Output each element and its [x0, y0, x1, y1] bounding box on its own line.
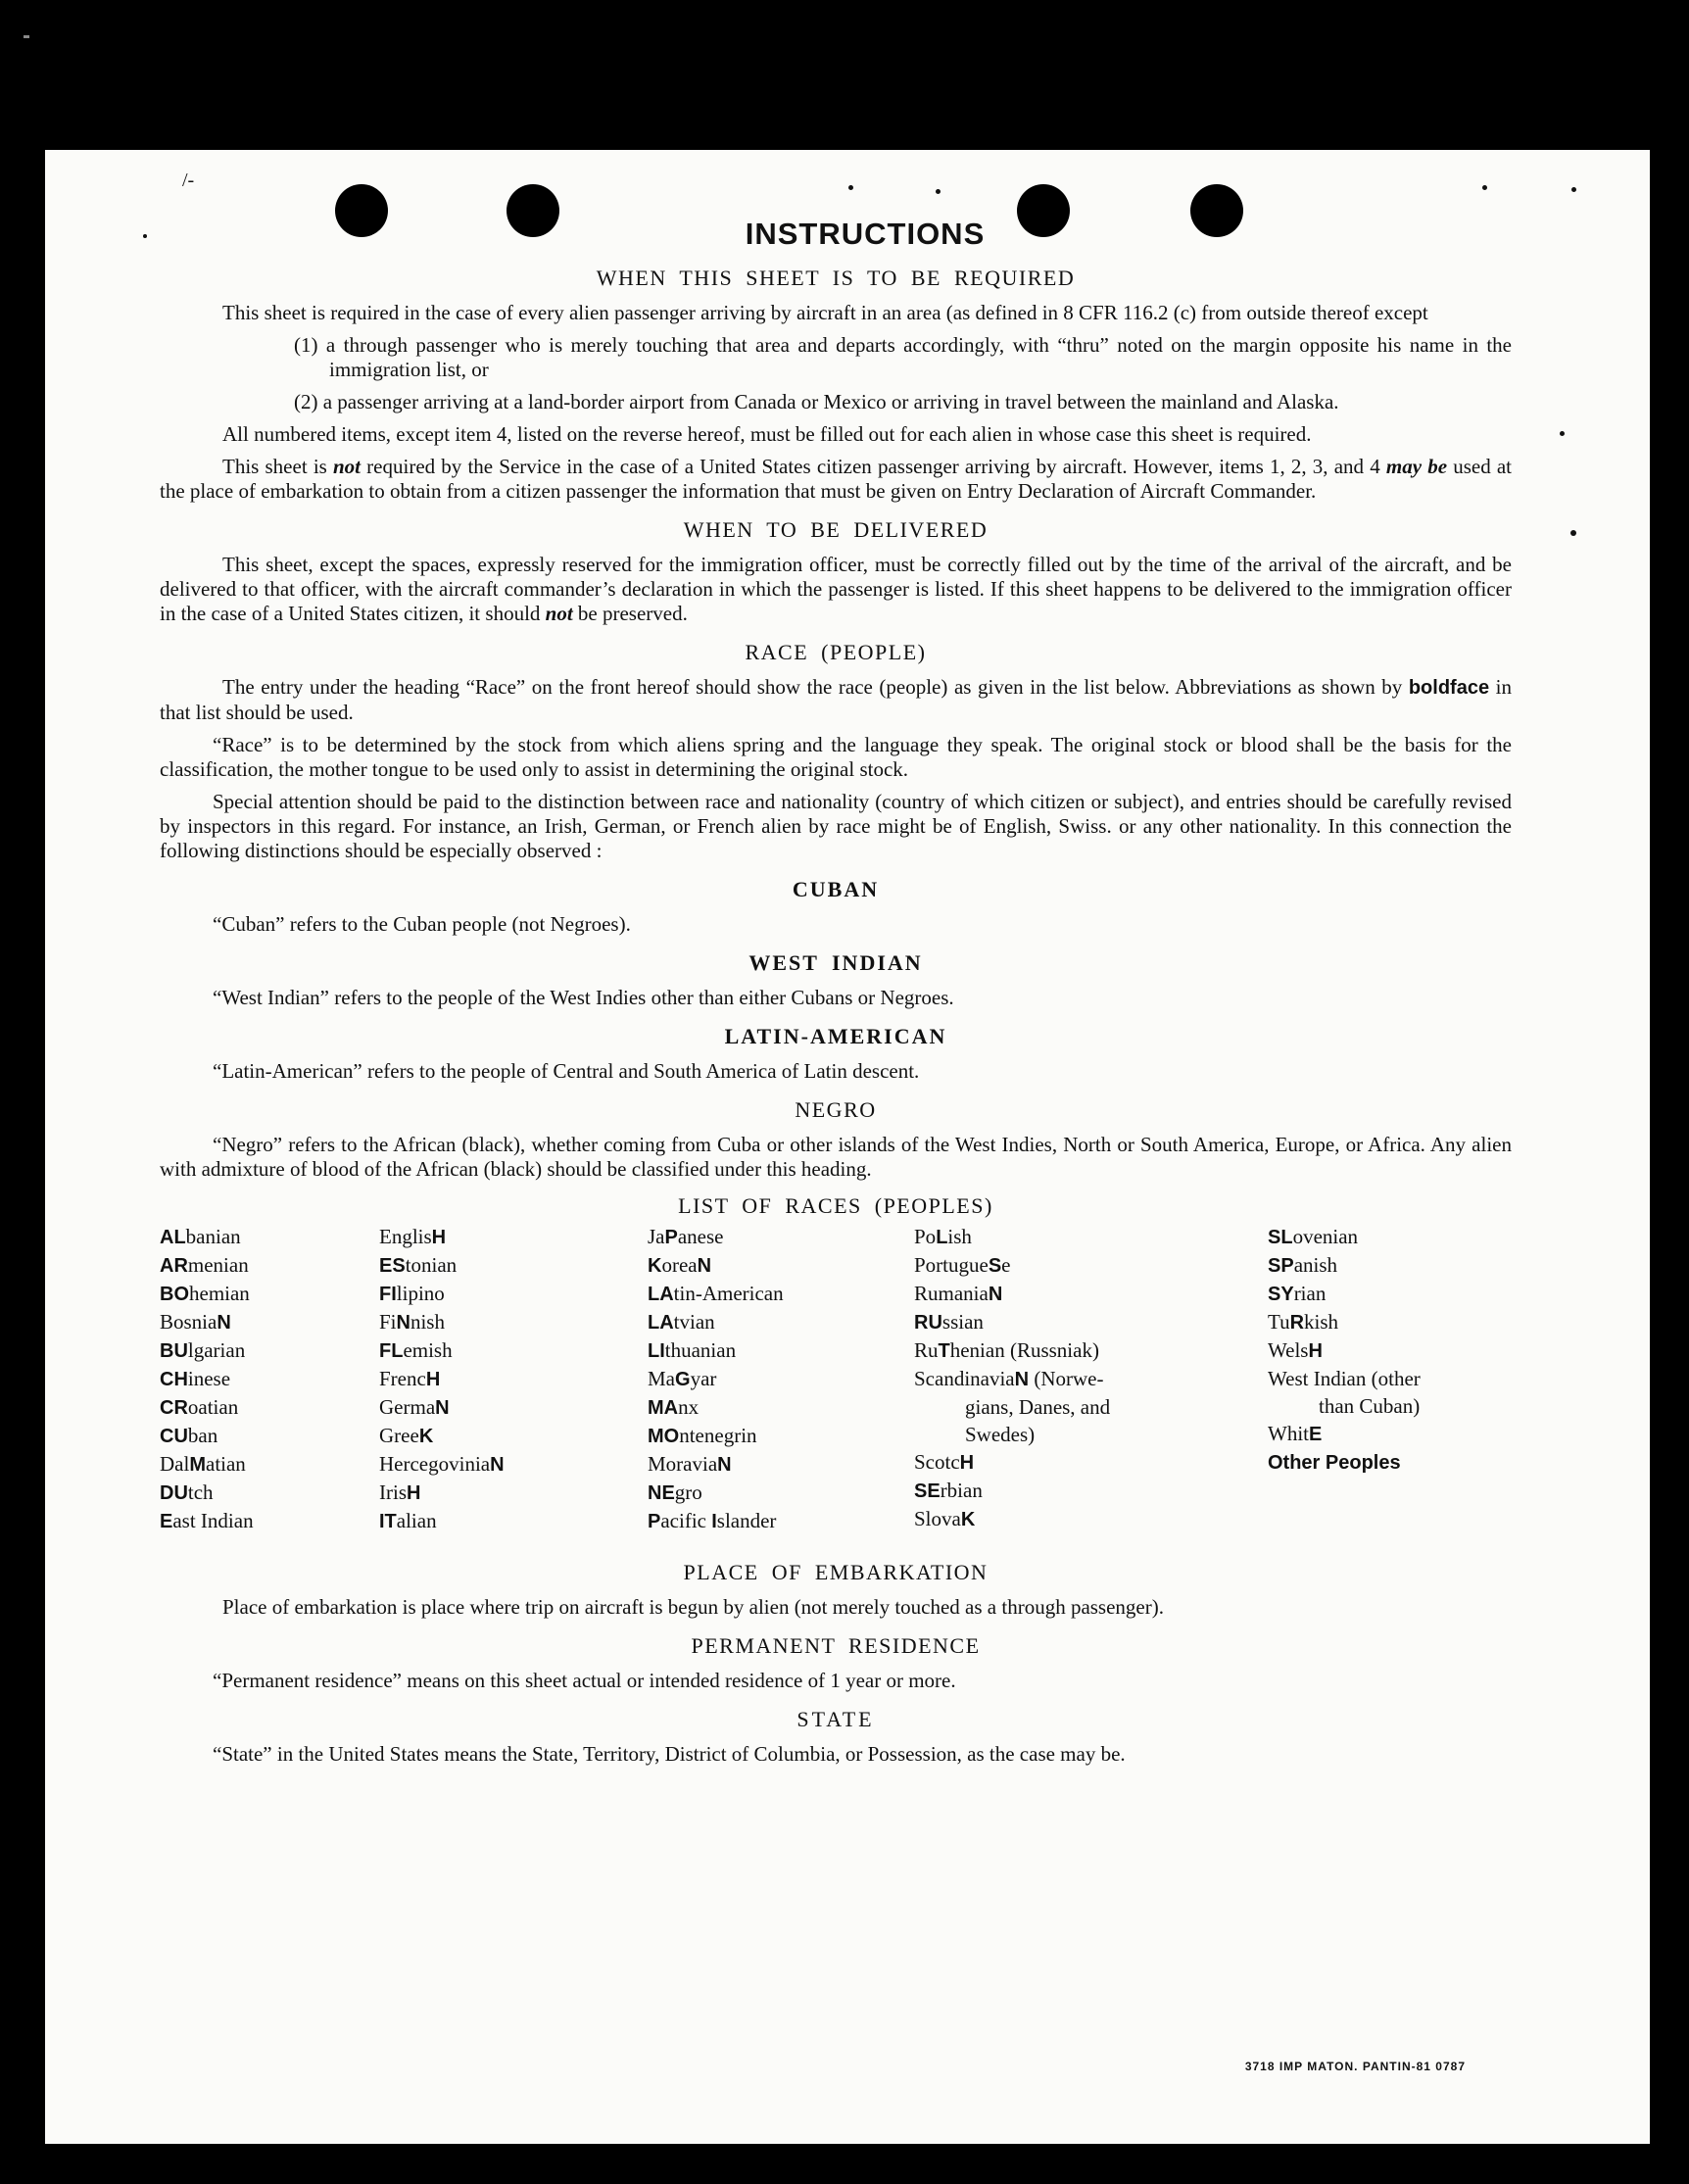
- section-heading: PLACE OF EMBARKATION: [683, 1560, 989, 1584]
- abbreviation: SY: [1268, 1284, 1294, 1305]
- abbreviation: N: [697, 1255, 712, 1277]
- race-entry: [648, 1507, 784, 1535]
- abbreviation: LA: [648, 1284, 674, 1305]
- race-entry: [914, 1365, 1110, 1393]
- text-run: Swedes): [965, 1423, 1036, 1446]
- race-entry: [160, 1223, 254, 1251]
- text-run: Dal: [160, 1452, 190, 1476]
- race-entry: [379, 1479, 505, 1507]
- text-run: The entry under the heading “Race” on the front hereof should show the race (people) as given in the list below. Abbreviations as shown by: [222, 675, 1409, 699]
- text-run: used at the place of embarkation to obtain from a citizen passenger the information that must be given on Entry Declaration of Aircraft Commander.: [160, 455, 1513, 503]
- text-run: anish: [1293, 1253, 1338, 1277]
- speck: [848, 185, 853, 190]
- text-run: slander: [716, 1509, 777, 1532]
- text-run: oatian: [187, 1395, 239, 1419]
- text-run: emish: [403, 1338, 453, 1362]
- text-run: be preserved.: [572, 602, 688, 625]
- race-entry: [648, 1365, 784, 1393]
- paragraph: Place of embarkation is place where trip on aircraft is begun by alien (not merely touched as a through passenger).: [222, 1595, 1164, 1619]
- section-heading: STATE: [796, 1707, 875, 1731]
- section-heading: WEST INDIAN: [748, 950, 923, 975]
- text-run: This sheet, except the spaces, expressly reserved for the immigration officer, must be correctly filled out by the time of the arrival of the aircraft, and be delivered to that officer, with the aircraft commander’s declaration in which the passenger is listed. If this sheet happens to be delivered to the immigration officer in the case of a United States citizen, it should: [160, 553, 1512, 625]
- race-entry: [1268, 1223, 1421, 1251]
- abbreviation: H: [431, 1227, 447, 1248]
- paragraph: Special attention should be paid to the distinction between race and nationality (country of which citizen or subject), and entries should be carefully revised by inspectors in this regard. For instance, an Irish, German, or French alien by race might be of English, Swiss. or any other nationality. In this connection the following distinctions should be especially observed :: [160, 790, 1512, 862]
- abbreviation: K: [648, 1255, 662, 1277]
- race-entry: [160, 1479, 254, 1507]
- text-run: orea: [661, 1253, 698, 1277]
- paragraph: This sheet is required in the case of every alien passenger arriving by aircraft in an area (as defined in 8 CFR 116.2 (c) from outside thereof except: [222, 301, 1428, 324]
- text-run: Ma: [648, 1367, 675, 1390]
- text-run: Whit: [1268, 1422, 1309, 1445]
- abbreviation: FI: [379, 1284, 397, 1305]
- race-entry: [914, 1448, 1110, 1477]
- race-entry: [160, 1507, 254, 1535]
- race-entry: [379, 1223, 505, 1251]
- text-run: alian: [396, 1509, 437, 1532]
- abbreviation: MO: [648, 1426, 680, 1447]
- text-run: Slova: [914, 1507, 961, 1530]
- paragraph: [160, 553, 1512, 626]
- text-run: Iris: [379, 1480, 407, 1504]
- text-run: lipino: [396, 1282, 445, 1305]
- section-heading: LIST OF RACES (PEOPLES): [678, 1193, 993, 1218]
- abbreviation: BU: [160, 1340, 188, 1362]
- text-run: hemian: [189, 1282, 250, 1305]
- section-heading: RACE (PEOPLE): [745, 640, 927, 664]
- race-entry: [648, 1336, 784, 1365]
- list-item: (1) a through passenger who is merely touching that area and departs accordingly, with “thru” noted on the margin opposite his name in the immigration list, or: [294, 333, 1512, 381]
- abbreviation: AL: [160, 1227, 186, 1248]
- text-run: This sheet is: [222, 455, 333, 478]
- race-entry: [648, 1450, 784, 1479]
- paragraph: “Negro” refers to the African (black), whether coming from Cuba or other islands of the West Indies, North or South America, Europe, or Africa. Any alien with admixture of blood of the African (black) should be classified under this heading.: [160, 1133, 1512, 1181]
- text-run: Portugue: [914, 1253, 989, 1277]
- race-entry: [914, 1505, 1110, 1533]
- race-entry: [648, 1280, 784, 1308]
- list-item: (2) a passenger arriving at a land-border airport from Canada or Mexico or arriving in travel between the mainland and Alaska.: [294, 390, 1339, 413]
- abbreviation: LA: [648, 1312, 674, 1334]
- speck: [143, 234, 147, 238]
- race-column: [160, 1223, 254, 1535]
- speck: [936, 189, 941, 194]
- text-run: ish: [947, 1225, 972, 1248]
- race-column: [648, 1223, 784, 1535]
- race-entry: [379, 1422, 505, 1450]
- paragraph: “Latin-American” refers to the people of Central and South America of Latin descent.: [213, 1059, 920, 1083]
- text-run: gians, Danes, and: [965, 1395, 1111, 1419]
- race-entry: [160, 1308, 254, 1336]
- abbreviation: E: [1309, 1424, 1323, 1445]
- abbreviation: IT: [379, 1511, 397, 1532]
- race-entry: [160, 1393, 254, 1422]
- text-run: West Indian (other: [1268, 1367, 1421, 1390]
- race-entry: [914, 1223, 1110, 1251]
- abbreviation: G: [675, 1369, 691, 1390]
- paragraph: “Cuban” refers to the Cuban people (not Negroes).: [213, 912, 631, 936]
- race-entry: [914, 1336, 1110, 1365]
- text-run: kish: [1304, 1310, 1339, 1334]
- abbreviation: CR: [160, 1397, 188, 1419]
- race-entry: [379, 1507, 505, 1535]
- race-entry: [648, 1223, 784, 1251]
- race-entry: [1268, 1280, 1421, 1308]
- abbreviation: R: [1289, 1312, 1305, 1334]
- text-run: nx: [678, 1395, 700, 1419]
- text-run: ssian: [941, 1310, 984, 1334]
- page-title: INSTRUCTIONS: [745, 217, 986, 251]
- abbreviation: DU: [160, 1482, 188, 1504]
- race-entry: [914, 1308, 1110, 1336]
- abbreviation: N: [988, 1284, 1003, 1305]
- emphasis: not: [545, 602, 573, 625]
- race-entry: [1268, 1308, 1421, 1336]
- abbreviation: N: [1014, 1369, 1030, 1390]
- abbreviation: H: [425, 1369, 441, 1390]
- abbreviation: I: [711, 1511, 717, 1532]
- race-entry: [379, 1450, 505, 1479]
- printer-imprint: 3718 IMP MATON. PANTIN-81 0787: [1244, 2060, 1466, 2073]
- text-run: than Cuban): [1319, 1394, 1421, 1418]
- text-run: ban: [187, 1424, 218, 1447]
- abbreviation: N: [217, 1312, 231, 1334]
- text-run: Tu: [1268, 1310, 1290, 1334]
- abbreviation: H: [407, 1482, 421, 1504]
- race-entry: [648, 1422, 784, 1450]
- text-run: Bosnia: [160, 1310, 217, 1334]
- race-entry: [379, 1308, 505, 1336]
- text-run: Englis: [379, 1225, 432, 1248]
- emphasis: not: [333, 455, 362, 478]
- race-entry: [648, 1251, 784, 1280]
- abbreviation: SL: [1268, 1227, 1293, 1248]
- race-entry: [1268, 1392, 1421, 1420]
- text-run: rian: [1293, 1282, 1327, 1305]
- text-run: tch: [187, 1480, 214, 1504]
- race-entry: [914, 1251, 1110, 1280]
- race-entry: [914, 1421, 1110, 1448]
- text-run: tonian: [405, 1253, 458, 1277]
- text-run: atian: [206, 1452, 246, 1476]
- text-run: Ja: [648, 1225, 665, 1248]
- race-entry: [648, 1393, 784, 1422]
- race-entry: [160, 1336, 254, 1365]
- text-run: Moravia: [648, 1452, 718, 1476]
- abbreviation: SP: [1268, 1255, 1294, 1277]
- emphasis: may be: [1385, 455, 1448, 478]
- race-column: [379, 1223, 505, 1535]
- abbreviation: SE: [914, 1480, 941, 1502]
- paragraph: All numbered items, except item 4, listed on the reverse hereof, must be filled out for each alien in whose case this sheet is required.: [222, 422, 1312, 446]
- section-heading: CUBAN: [792, 877, 880, 901]
- text-run: Fi: [379, 1310, 397, 1334]
- abbreviation: MA: [648, 1397, 679, 1419]
- race-entry: [160, 1450, 254, 1479]
- text-run: Ru: [914, 1338, 939, 1362]
- abbreviation: P: [648, 1511, 661, 1532]
- abbreviation: M: [189, 1454, 206, 1476]
- text-run: Frenc: [379, 1367, 426, 1390]
- text-run: yar: [690, 1367, 717, 1390]
- text-run: required by the Service in the case of a United States citizen passenger arriving by aircraft. However, items 1, 2, 3, and 4: [361, 455, 1386, 478]
- text-run: Rumania: [914, 1282, 989, 1305]
- race-list: [160, 1223, 1512, 1546]
- text-run: ntenegrin: [679, 1424, 757, 1447]
- race-entry: [914, 1477, 1110, 1505]
- text-run: lgarian: [187, 1338, 246, 1362]
- race-entry: [648, 1479, 784, 1507]
- text-run: nish: [410, 1310, 445, 1334]
- text-run: gro: [674, 1480, 702, 1504]
- abbreviation: H: [1308, 1340, 1323, 1362]
- race-entry: [160, 1365, 254, 1393]
- race-entry: [914, 1393, 1110, 1421]
- race-entry: [1268, 1420, 1421, 1448]
- section-heading: LATIN-AMERICAN: [724, 1024, 947, 1048]
- instructions-body: [160, 217, 1512, 1774]
- paragraph: “Race” is to be determined by the stock from which aliens spring and the language they speak. The original stock or blood shall be the basis for the classification, the mother tongue to be used only to assist in determining the original stock.: [160, 733, 1512, 781]
- race-entry: [914, 1280, 1110, 1308]
- abbreviation: T: [938, 1340, 950, 1362]
- abbreviation: LI: [648, 1340, 665, 1362]
- text-run: thuanian: [664, 1338, 737, 1362]
- race-entry: [379, 1365, 505, 1393]
- text-run: Germa: [379, 1395, 436, 1419]
- paragraph: “State” in the United States means the State, Territory, District of Columbia, or Possession, as the case may be.: [213, 1742, 1126, 1766]
- abbreviation: S: [988, 1255, 1002, 1277]
- text-run: in that list should be used.: [160, 675, 1513, 724]
- race-entry: [379, 1280, 505, 1308]
- race-entry: [160, 1280, 254, 1308]
- text-run: menian: [187, 1253, 249, 1277]
- text-run: Wels: [1268, 1338, 1309, 1362]
- abbreviation: E: [160, 1511, 173, 1532]
- abbreviation: L: [936, 1227, 948, 1248]
- abbreviation: NE: [648, 1482, 675, 1504]
- abbreviation: AR: [160, 1255, 188, 1277]
- section-heading: PERMANENT RESIDENCE: [691, 1633, 981, 1658]
- text-run: Scotc: [914, 1450, 960, 1474]
- text-run: banian: [185, 1225, 241, 1248]
- speck: [1571, 187, 1576, 192]
- document-sheet: [45, 150, 1650, 2144]
- race-entry: [1268, 1251, 1421, 1280]
- race-entry: [379, 1336, 505, 1365]
- race-entry: [1268, 1365, 1421, 1392]
- emphasis: boldface: [1408, 677, 1490, 699]
- section-heading: WHEN THIS SHEET IS TO BE REQUIRED: [596, 266, 1076, 290]
- text-run: tin-American: [673, 1282, 784, 1305]
- text-run: Gree: [379, 1424, 419, 1447]
- race-entry: [379, 1251, 505, 1280]
- abbreviation: H: [959, 1452, 975, 1474]
- text-run: inese: [187, 1367, 231, 1390]
- text-run: Scandinavia: [914, 1367, 1015, 1390]
- paragraph: [160, 455, 1512, 504]
- race-entry: [1268, 1336, 1421, 1365]
- text-run: e: [1001, 1253, 1011, 1277]
- race-entry: [379, 1393, 505, 1422]
- abbreviation: K: [960, 1509, 976, 1530]
- abbreviation: FL: [379, 1340, 404, 1362]
- abbreviation: CU: [160, 1426, 188, 1447]
- race-entry: [648, 1308, 784, 1336]
- abbreviation: RU: [914, 1312, 942, 1334]
- race-column: [914, 1223, 1110, 1533]
- text-run: anese: [677, 1225, 724, 1248]
- abbreviation: N: [490, 1454, 505, 1476]
- race-entry: [160, 1251, 254, 1280]
- paragraph: [160, 675, 1512, 725]
- paragraph: “Permanent residence” means on this sheet actual or intended residence of 1 year or more.: [213, 1669, 956, 1692]
- text-run: Po: [914, 1225, 937, 1248]
- abbreviation: ES: [379, 1255, 406, 1277]
- abbreviation: N: [396, 1312, 410, 1334]
- text-run: acific: [660, 1509, 712, 1532]
- abbreviation: N: [435, 1397, 450, 1419]
- speck: [1560, 431, 1565, 436]
- abbreviation: BO: [160, 1284, 189, 1305]
- speck: [1570, 530, 1576, 536]
- corner-mark: /-: [182, 170, 195, 191]
- abbreviation: Other Peoples: [1268, 1452, 1401, 1474]
- race-column: [1268, 1223, 1421, 1477]
- text-run: henian (Russniak): [949, 1338, 1099, 1362]
- race-entry: [1268, 1448, 1421, 1477]
- section-heading: NEGRO: [795, 1097, 877, 1122]
- scan-artifact: [24, 35, 29, 38]
- text-run: rbian: [940, 1479, 983, 1502]
- text-run: tvian: [673, 1310, 715, 1334]
- abbreviation: K: [418, 1426, 434, 1447]
- paragraph: “West Indian” refers to the people of the West Indies other than either Cubans or Negroes.: [213, 986, 954, 1009]
- abbreviation: P: [664, 1227, 678, 1248]
- abbreviation: CH: [160, 1369, 188, 1390]
- section-heading: WHEN TO BE DELIVERED: [683, 517, 989, 542]
- text-run: ast Indian: [172, 1509, 254, 1532]
- race-entry: [160, 1422, 254, 1450]
- text-run: (Norwe-: [1029, 1367, 1104, 1390]
- text-run: ovenian: [1292, 1225, 1359, 1248]
- speck: [1482, 185, 1487, 190]
- abbreviation: N: [717, 1454, 732, 1476]
- text-run: Hercegovinia: [379, 1452, 491, 1476]
